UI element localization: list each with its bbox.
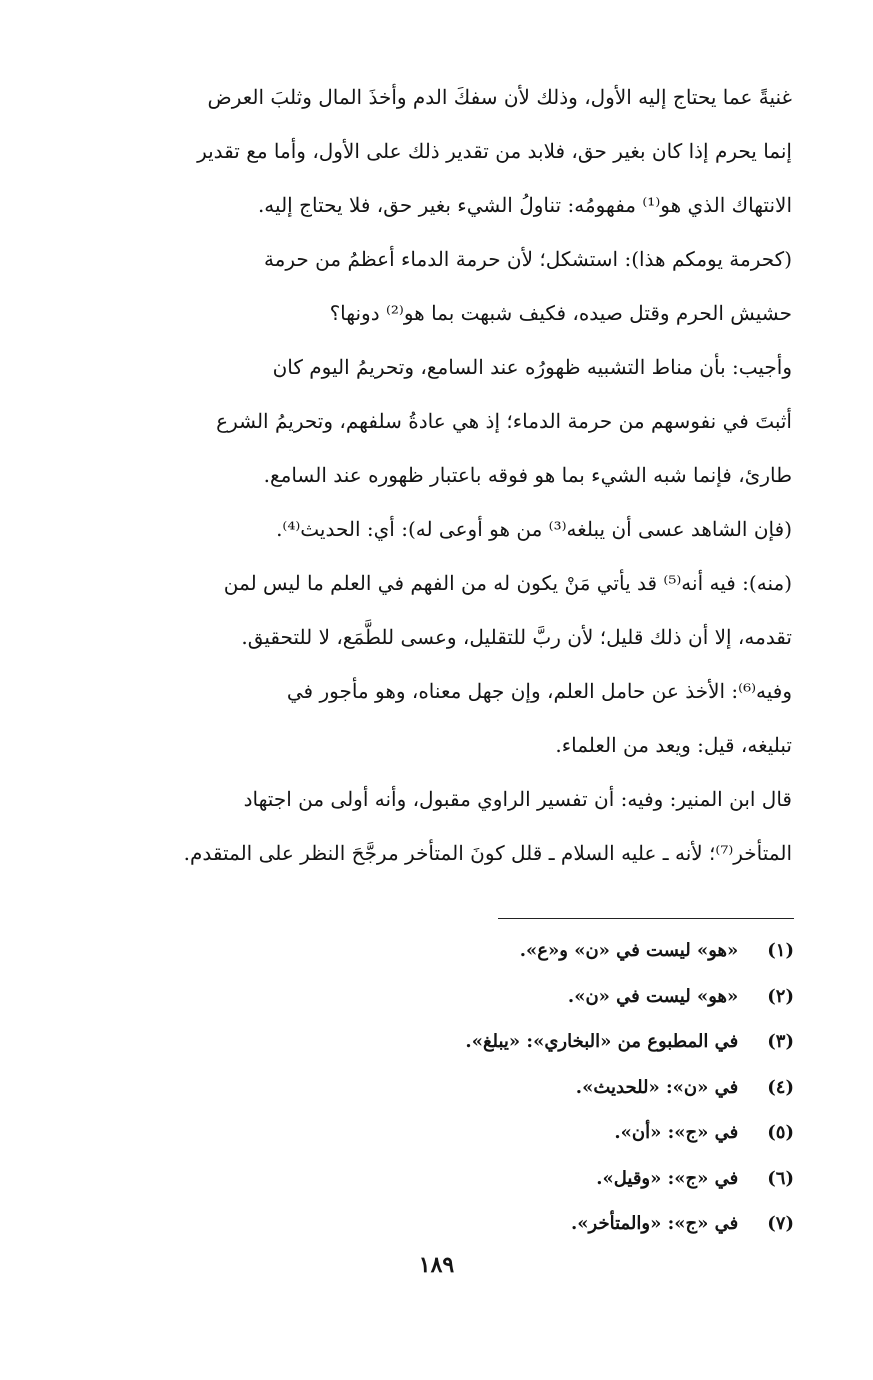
footnote-number: (٤) [767,1076,794,1098]
footnote [200,1201,794,1247]
footnote-number: (٧) [767,1213,794,1234]
text-line: (كحرمة يومكم هذا): استشكل؛ لأن حرمة الدماء أعظمُ من حرمة [263,247,792,271]
footnote-number: (٣) [767,1031,794,1052]
footnote-number: (٥) [767,1122,794,1143]
text-line: حشيش الحرم وقتل صيده، فكيف شبهت بما هو⁽²⁾ دونها؟ [329,301,792,325]
text-line: وفيه⁽⁶⁾: الأخذ عن حامل العلم، وإن جهل معناه، وهو مأجور في [286,679,792,703]
footnote [200,928,794,974]
footnote [200,1019,794,1065]
footnotes [200,928,794,1247]
text-line: تبليغه، قيل: ويعد من العلماء. [555,733,792,757]
footnote-text: في «ج»: «وقيل». [596,1167,739,1189]
footnote [200,1156,794,1202]
footnote-text: في «ج»: «والمتأخر». [571,1213,739,1234]
text-line: غنيةً عما يحتاج إليه الأول، وذلك لأن سفكَ الدم وأخذَ المال وثلبَ العرض [207,85,792,109]
text-line: إنما يحرم إذا كان بغير حق، فلابد من تقدير ذلك على الأول، وأما مع تقدير [197,139,792,163]
footnote [200,974,794,1020]
footnote-text: في «ج»: «أن». [614,1122,739,1143]
text-line: طارئ، فإنما شبه الشيء بما هو فوقه باعتبار ظهوره عند السامع. [263,463,792,487]
text-line: قال ابن المنير: وفيه: أن تفسير الراوي مقبول، وأنه أولى من اجتهاد [243,787,792,811]
text-line: الانتهاك الذي هو⁽¹⁾ مفهومُه: تناولُ الشيء بغير حق، فلا يحتاج إليه. [257,193,792,217]
footnote-separator [498,918,794,919]
text-line: (منه): فيه أنه⁽⁵⁾ قد يأتي مَنْ يكون له من الفهم في العلم ما ليس لمن [223,571,792,595]
main-text [92,70,792,880]
text-line: المتأخر⁽⁷⁾؛ لأنه ـ عليه السلام ـ قلل كونَ المتأخر مرجَّحَ النظر على المتقدم. [183,841,792,865]
footnote [200,1065,794,1111]
footnote-text: «هو» ليست في «ن». [567,985,739,1007]
text-line: تقدمه، إلا أن ذلك قليل؛ لأن ربَّ للتقليل، وعسى للطَّمَع، لا للتحقيق. [241,625,792,649]
page-number: ١٨٩ [418,1252,455,1278]
footnote-number: (١) [767,940,794,961]
footnote-number: (٦) [767,1167,794,1189]
footnote-text: في المطبوع من «البخاري»: «يبلغ». [465,1031,739,1052]
footnote-text: «هو» ليست في «ن» و«ع». [519,940,739,961]
footnote [200,1110,794,1156]
text-line: أثبتَ في نفوسهم من حرمة الدماء؛ إذ هي عادةُ سلفهم، وتحريمُ الشرع [216,409,792,433]
text-line: (فإن الشاهد عسى أن يبلغه⁽³⁾ من هو أوعى له): أي: الحديث⁽⁴⁾. [276,517,792,541]
text-line: وأجيب: بأن مناط التشبيه ظهورُه عند السامع، وتحريمُ اليوم كان [272,355,792,379]
footnote-number: (٢) [767,985,794,1007]
footnote-text: في «ن»: «للحديث». [575,1076,739,1098]
